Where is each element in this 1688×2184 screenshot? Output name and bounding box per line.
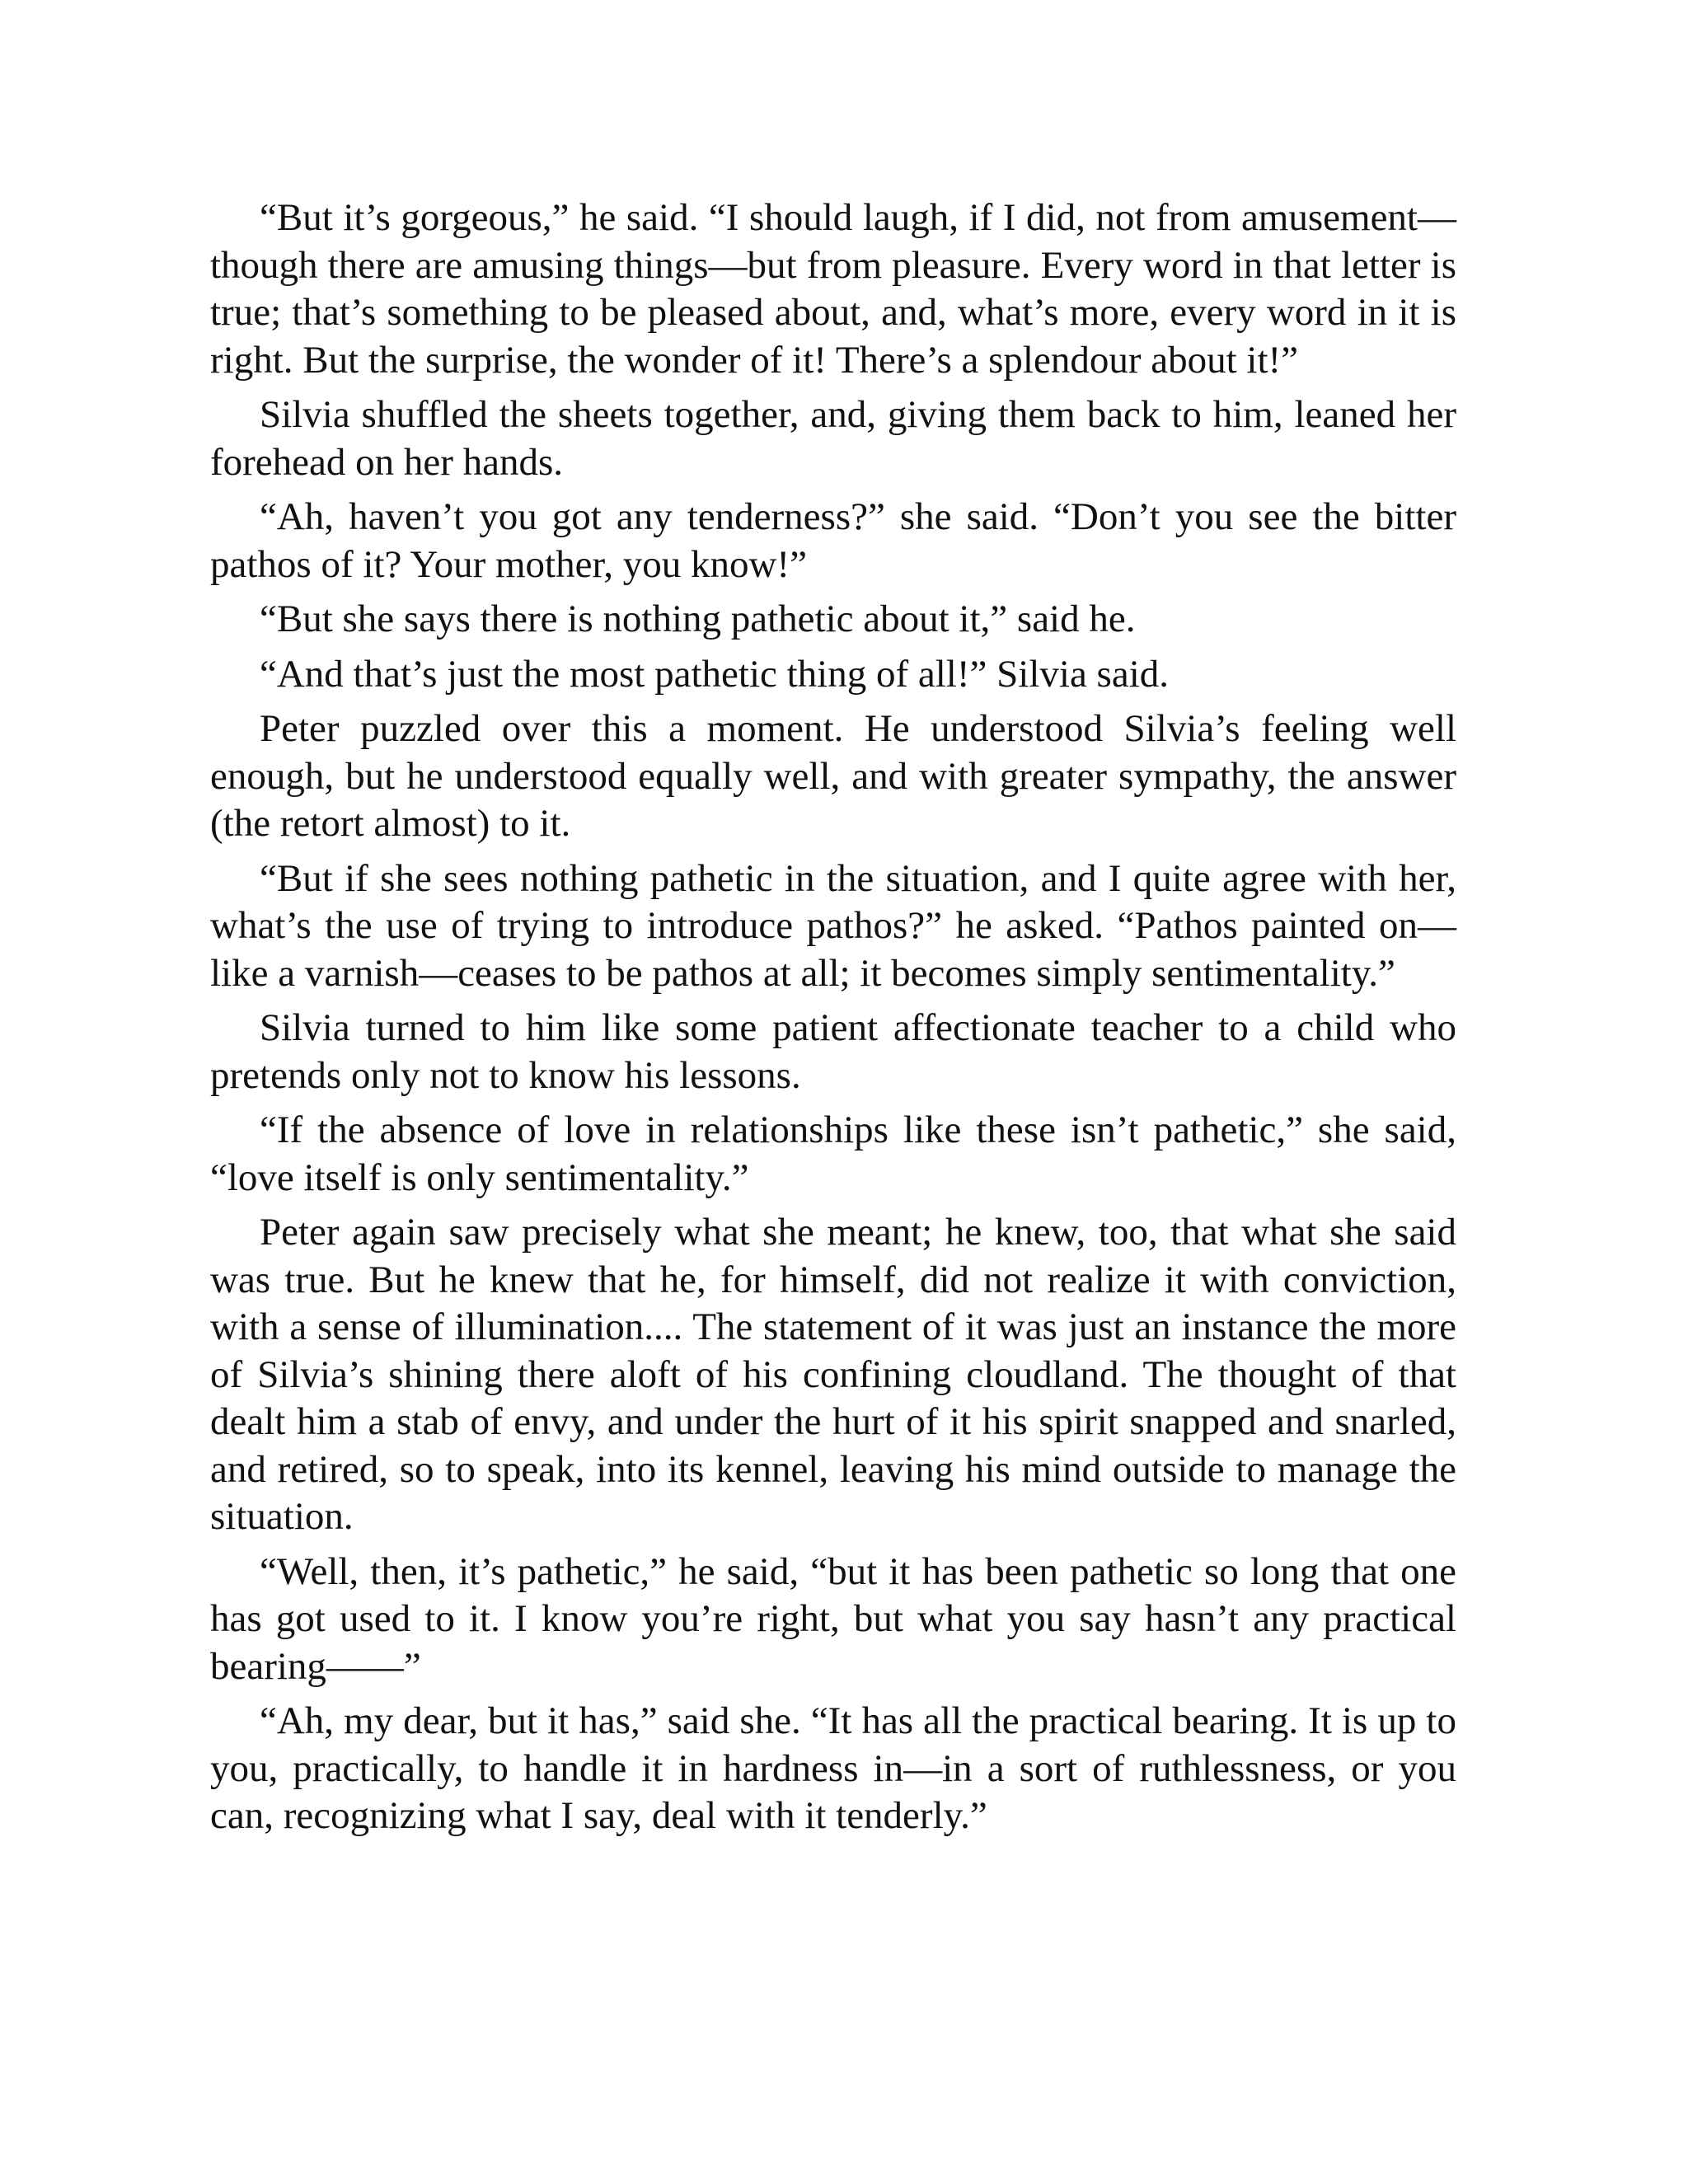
paragraph: “Ah, haven’t you got any tenderness?” she said. “Don’t you see the bitter pathos of it? Your mother, you know!” (210, 495, 1456, 586)
paragraph: “Ah, my dear, but it has,” said she. “It has all the practical bearing. It is up to you, practically, to handle it in hardness in—in a sort of ruthlessness, or you can, recognizing what I say, deal with it tenderly.” (210, 1699, 1456, 1837)
paragraph: “If the absence of love in relationships like these isn’t pathetic,” she said, “love itself is only sentimentality.” (210, 1108, 1456, 1199)
paragraph: “But if she sees nothing pathetic in the situation, and I quite agree with her, what’s the use of trying to introduce pathos?” he asked. “Pathos painted on—like a varnish—ceases to be pathos at all; it becomes simply sentimentality.” (210, 856, 1456, 995)
paragraph: Peter puzzled over this a moment. He understood Silvia’s feeling well enough, but he understood equally well, and with greater sympathy, the answer (the retort almost) to it. (210, 707, 1456, 845)
paragraph: Silvia shuffled the sheets together, and, giving them back to him, leaned her forehead on her hands. (210, 393, 1456, 484)
page-body-text (210, 194, 1456, 1848)
paragraph: “Well, then, it’s pathetic,” he said, “but it has been pathetic so long that one has got used to it. I know you’re right, but what you say hasn’t any practical bearing——” (210, 1549, 1456, 1688)
paragraph: Silvia turned to him like some patient affectionate teacher to a child who pretends only not to know his lessons. (210, 1006, 1456, 1097)
paragraph: Peter again saw precisely what she meant; he knew, too, that what she said was true. But he knew that he, for himself, did not realize it with conviction, with a sense of illumination.... The statement of it was just an instance the more of Silvia’s shining there aloft of his confining cloudland. The thought of that dealt him a stab of envy, and under the hurt of it his spirit snapped and snarled, and retired, so to speak, into its kennel, leaving his mind outside to manage the situation. (210, 1211, 1456, 1538)
paragraph: “And that’s just the most pathetic thing of all!” Silvia said. (260, 652, 1170, 696)
paragraph: “But she says there is nothing pathetic about it,” said he. (260, 598, 1136, 640)
paragraph: “But it’s gorgeous,” he said. “I should laugh, if I did, not from amusement—though there are amusing things—but from pleasure. Every word in that letter is true; that’s something to be pleased about, and, what’s more, every word in it is right. But the surprise, the wonder of it! There’s a splendour about it!” (210, 196, 1456, 382)
